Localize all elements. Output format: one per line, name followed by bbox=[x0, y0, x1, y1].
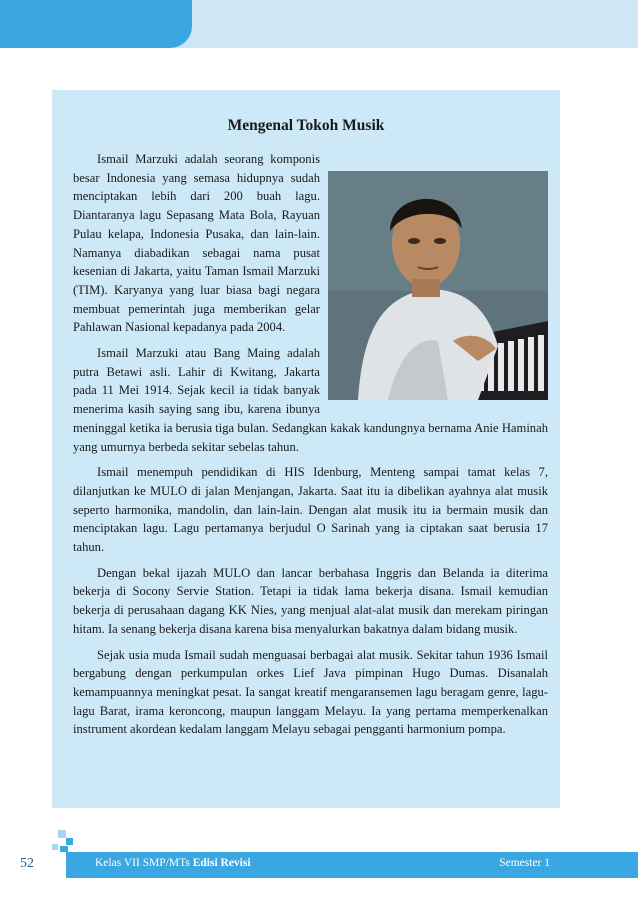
deco-square bbox=[66, 838, 73, 845]
footer-book-prefix: Kelas VII SMP/MTs bbox=[95, 857, 193, 869]
page-number: 52 bbox=[20, 856, 34, 871]
deco-square bbox=[58, 830, 66, 838]
paragraph-5: Sejak usia muda Ismail sudah menguasai berbagai alat musik. Sekitar tahun 1936 Ismail bergabung dengan perkumpulan orkes Lief Java pimpinan Hugo Dumas. Disanalah kemampuannya meningkat pesat. Ia sangat kreatif mengaransemen lagu beragam genre, lagu-lagu Barat, irama keroncong, maupun langgam Melayu. Ia yang pertama memperkenalkan instrument akordean kedalam langgam Melayu sebagai pengganti harmonium pompa. bbox=[73, 647, 548, 737]
portrait-image bbox=[328, 171, 548, 400]
paragraph-1-text: Ismail Marzuki adalah seorang komponis besar Indonesia yang semasa hidupnya sudah menciptakan lebih dari 200 buah lagu. Diantaranya lagu Sepasang Mata Bola, Rayuan Pulau kelapa, Indonesia Pusaka, dan lain-lain. Namanya diabadikan sebagai nama pusat kesenian di Jakarta, yaitu Taman Ismail Marzuki (TIM). Karyanya yang luar biasa bagi negara membuat pemerintah juga memberikan gelar Pahlawan Nasional kepadanya pada 2004. bbox=[73, 152, 320, 335]
box-title: Mengenal Tokoh Musik bbox=[227, 117, 385, 134]
paragraph-3: Ismail menempuh pendidikan di HIS Idenburg, Menteng sampai tamat kelas 7, dilanjutkan ke MULO di jalan Menjangan, Jakarta. Saat itu ia dibelikan ayahnya alat musik seperto harmonika, mandolin, dan lain-lain. Dengan alat musik itu ia bermain musik dan menciptakan lagu. Lagu pertamanya berjudul O Sarinah yang ia ciptakan saat berusia 17 tahun. bbox=[73, 465, 548, 555]
box-text bbox=[73, 150, 548, 746]
footer-semester: Semester 1 bbox=[499, 857, 550, 869]
paragraph-1 bbox=[73, 150, 548, 337]
paragraph-4: Dengan bekal ijazah MULO dan lancar berbahasa Inggris dan Belanda ia diterima bekerja di Socony Servie Station. Tetapi ia tidak lama bekerja disana. Ismail kemudian bekerja di perusahaan dagang KK Nies, yang menjual alat-alat musik dan merekam piringan hitam. Ia senang bekerja disana karena bisa menyalurkan bakatnya dalam bidang musik. bbox=[73, 565, 548, 636]
paragraph-2: Ismail Marzuki atau Bang Maing adalah putra Betawi asli. Lahir di Kwitang, Jakarta pada 11 Mei 1914. Sejak kecil ia tidak banyak menerima kasih saying sang ibu, karena ibunya meninggal ketika ia berusia tiga bulan. Sedangkan kakak kandungnya bernama Anie Haminah yang umurnya berbeda sekitar sebelas tahun. bbox=[73, 346, 548, 454]
deco-square bbox=[66, 852, 73, 878]
footer-book-title bbox=[95, 857, 251, 869]
top-header-tab bbox=[0, 0, 192, 48]
deco-square bbox=[52, 844, 58, 850]
portrait-illustration bbox=[328, 171, 548, 400]
footer-book-edition: Edisi Revisi bbox=[192, 857, 251, 869]
